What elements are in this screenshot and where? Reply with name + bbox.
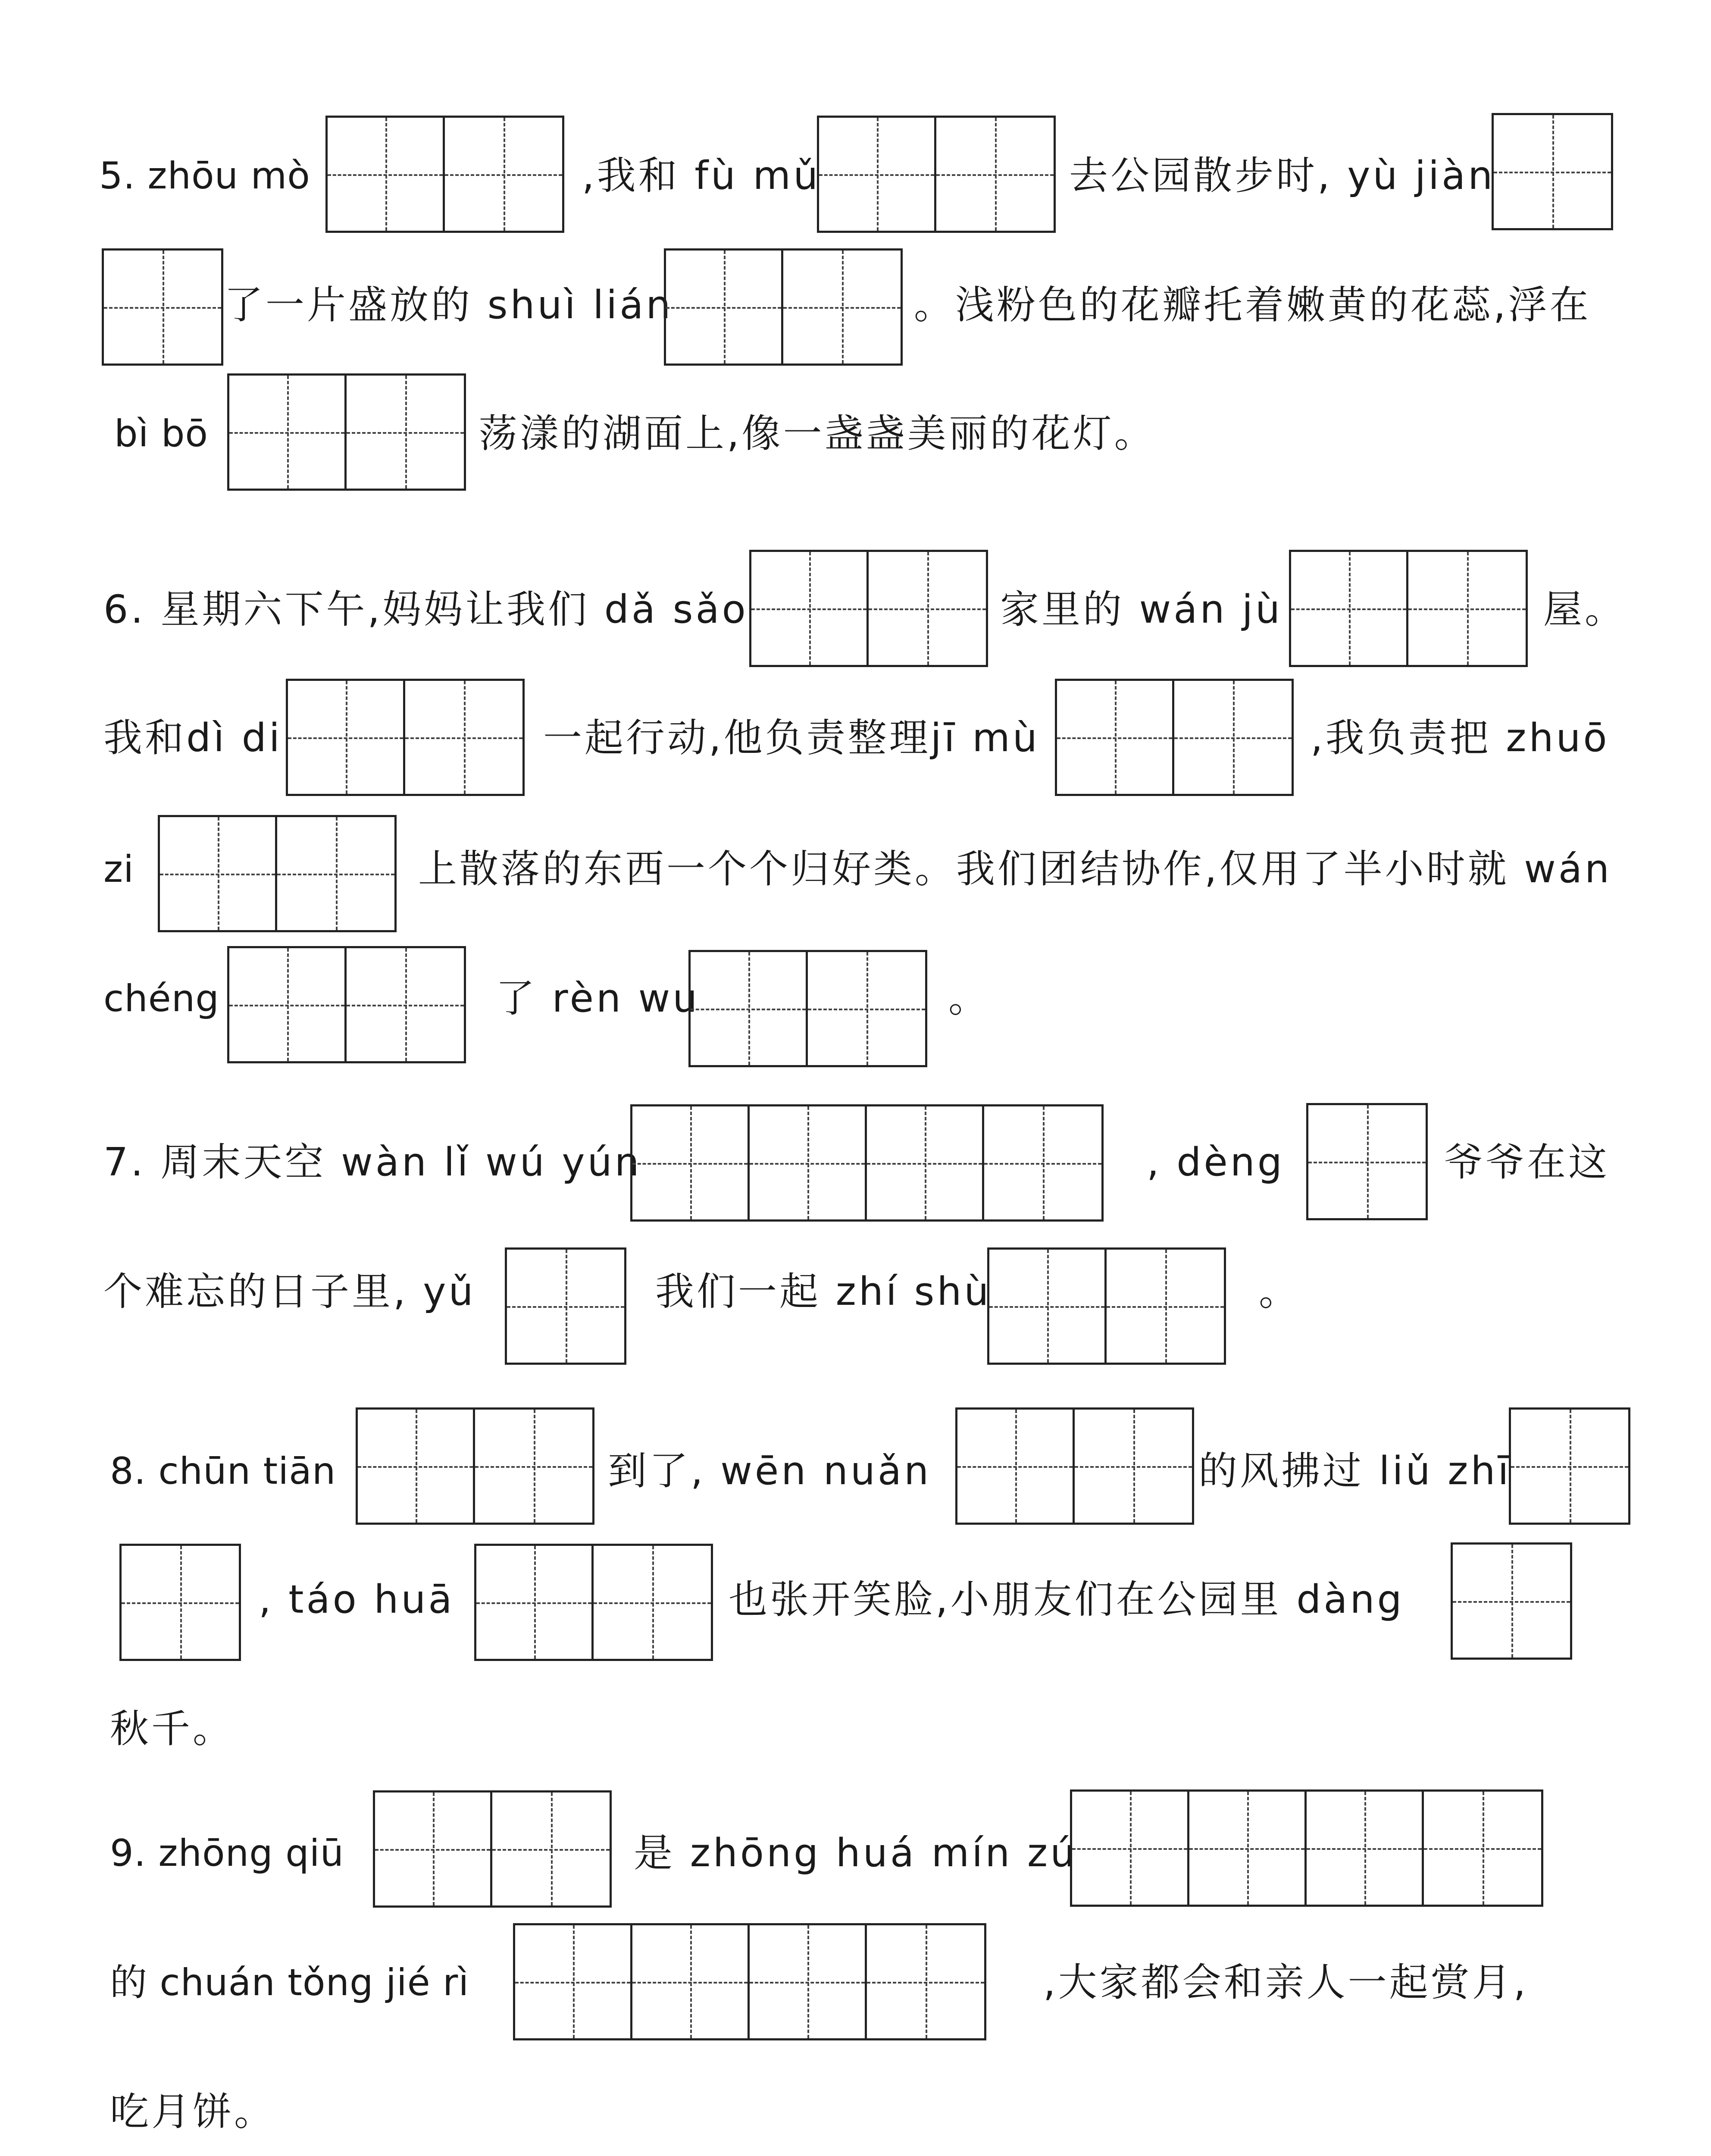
q8-box-dang[interactable] bbox=[1451, 1542, 1572, 1660]
q9-text-3: 的 chuán tǒng jié rì bbox=[110, 1961, 469, 2004]
q6-box-zhuozi[interactable] bbox=[158, 815, 397, 932]
q7-text-5: 我们一起 zhí shù bbox=[655, 1269, 992, 1314]
q6-text-4: 我和dì di bbox=[103, 715, 282, 761]
q6-box-wancheng[interactable] bbox=[227, 946, 466, 1063]
q5-text-6: bì bō bbox=[114, 412, 209, 455]
q8-text-6: 秋千。 bbox=[110, 1706, 234, 1752]
q9-text-2: 是 zhōng huá mín zú bbox=[634, 1830, 1078, 1876]
q6-text-10: 了 rèn wu bbox=[496, 976, 700, 1021]
q6-box-jimu[interactable] bbox=[1055, 679, 1294, 796]
q5-text-1: 5. zhōu mò bbox=[99, 154, 310, 197]
q6-text-8: 上散落的东西一个个归好类。我们团结协作,仅用了半小时就 wán bbox=[418, 846, 1612, 892]
q7-box-wanliwuyun[interactable] bbox=[630, 1104, 1104, 1222]
q9-box-chuantongjieri[interactable] bbox=[513, 1923, 986, 2040]
q6-box-didi[interactable] bbox=[286, 679, 525, 796]
q6-box-wanju[interactable] bbox=[1289, 550, 1528, 667]
q9-box-zhongqiu[interactable] bbox=[373, 1790, 612, 1908]
q6-text-11: 。 bbox=[948, 976, 990, 1021]
q5-box-yujian-1[interactable] bbox=[1492, 113, 1613, 230]
q8-text-5: 也张开笑脸,小朋友们在公园里 dàng bbox=[729, 1577, 1404, 1622]
q6-text-2: 家里的 wán jù bbox=[1000, 587, 1283, 632]
q7-box-zhishu[interactable] bbox=[987, 1247, 1226, 1365]
q6-text-1: 6. 星期六下午,妈妈让我们 dǎ sǎo bbox=[103, 587, 748, 632]
q5-box-yujian-2[interactable] bbox=[102, 248, 223, 366]
q8-box-liuzhi-1[interactable] bbox=[1509, 1407, 1630, 1525]
q5-box-bibo[interactable] bbox=[227, 373, 466, 491]
q7-text-2: , dèng bbox=[1147, 1140, 1285, 1185]
q8-box-liuzhi-2[interactable] bbox=[119, 1544, 241, 1661]
q5-text-2: ,我和 fù mǔ bbox=[582, 153, 821, 198]
q5-box-fumu[interactable] bbox=[817, 116, 1056, 233]
q9-text-5: 吃月饼。 bbox=[110, 2089, 275, 2134]
q5-box-shuilian[interactable] bbox=[664, 248, 903, 366]
q7-text-3: 爷爷在这 bbox=[1444, 1140, 1610, 1185]
q6-text-7: zi bbox=[103, 848, 135, 891]
q9-text-1: 9. zhōng qiū bbox=[110, 1832, 344, 1875]
q7-box-yu[interactable] bbox=[505, 1247, 626, 1365]
q5-text-4: 了一片盛放的 shuì lián bbox=[224, 282, 673, 328]
q6-text-3: 屋。 bbox=[1543, 587, 1626, 632]
q8-box-taohua[interactable] bbox=[474, 1544, 713, 1661]
q6-text-5: 一起行动,他负责整理jī mù bbox=[543, 715, 1040, 761]
q6-text-6: ,我负责把 zhuō bbox=[1311, 715, 1610, 761]
q9-text-4: ,大家都会和亲人一起赏月, bbox=[1043, 1960, 1529, 2005]
q8-text-3: 的风拂过 liǔ zhī bbox=[1198, 1448, 1511, 1494]
q8-text-2: 到了, wēn nuǎn bbox=[608, 1448, 932, 1494]
q7-text-1: 7. 周末天空 wàn lǐ wú yún bbox=[103, 1140, 642, 1185]
q6-box-renwu[interactable] bbox=[688, 950, 927, 1067]
q6-text-9: chéng bbox=[103, 977, 219, 1020]
q7-text-6: 。 bbox=[1259, 1269, 1300, 1314]
q8-text-4: , táo huā bbox=[259, 1577, 455, 1622]
q7-text-4: 个难忘的日子里, yǔ bbox=[103, 1269, 476, 1314]
q5-text-5: 。浅粉色的花瓣托着嫩黄的花蕊,浮在 bbox=[914, 282, 1591, 328]
q5-box-zhoumo[interactable] bbox=[325, 116, 564, 233]
q5-text-3: 去公园散步时, yù jiàn bbox=[1069, 153, 1495, 198]
q6-box-dasao[interactable] bbox=[749, 550, 988, 667]
q8-box-wennuan[interactable] bbox=[955, 1407, 1194, 1525]
q9-box-zhonghuaminzu[interactable] bbox=[1070, 1789, 1543, 1907]
q8-box-chuntian[interactable] bbox=[356, 1407, 594, 1525]
q5-text-7: 荡漾的湖面上,像一盏盏美丽的花灯。 bbox=[479, 411, 1156, 456]
q7-box-deng[interactable] bbox=[1306, 1103, 1428, 1220]
q8-text-1: 8. chūn tiān bbox=[110, 1450, 336, 1493]
